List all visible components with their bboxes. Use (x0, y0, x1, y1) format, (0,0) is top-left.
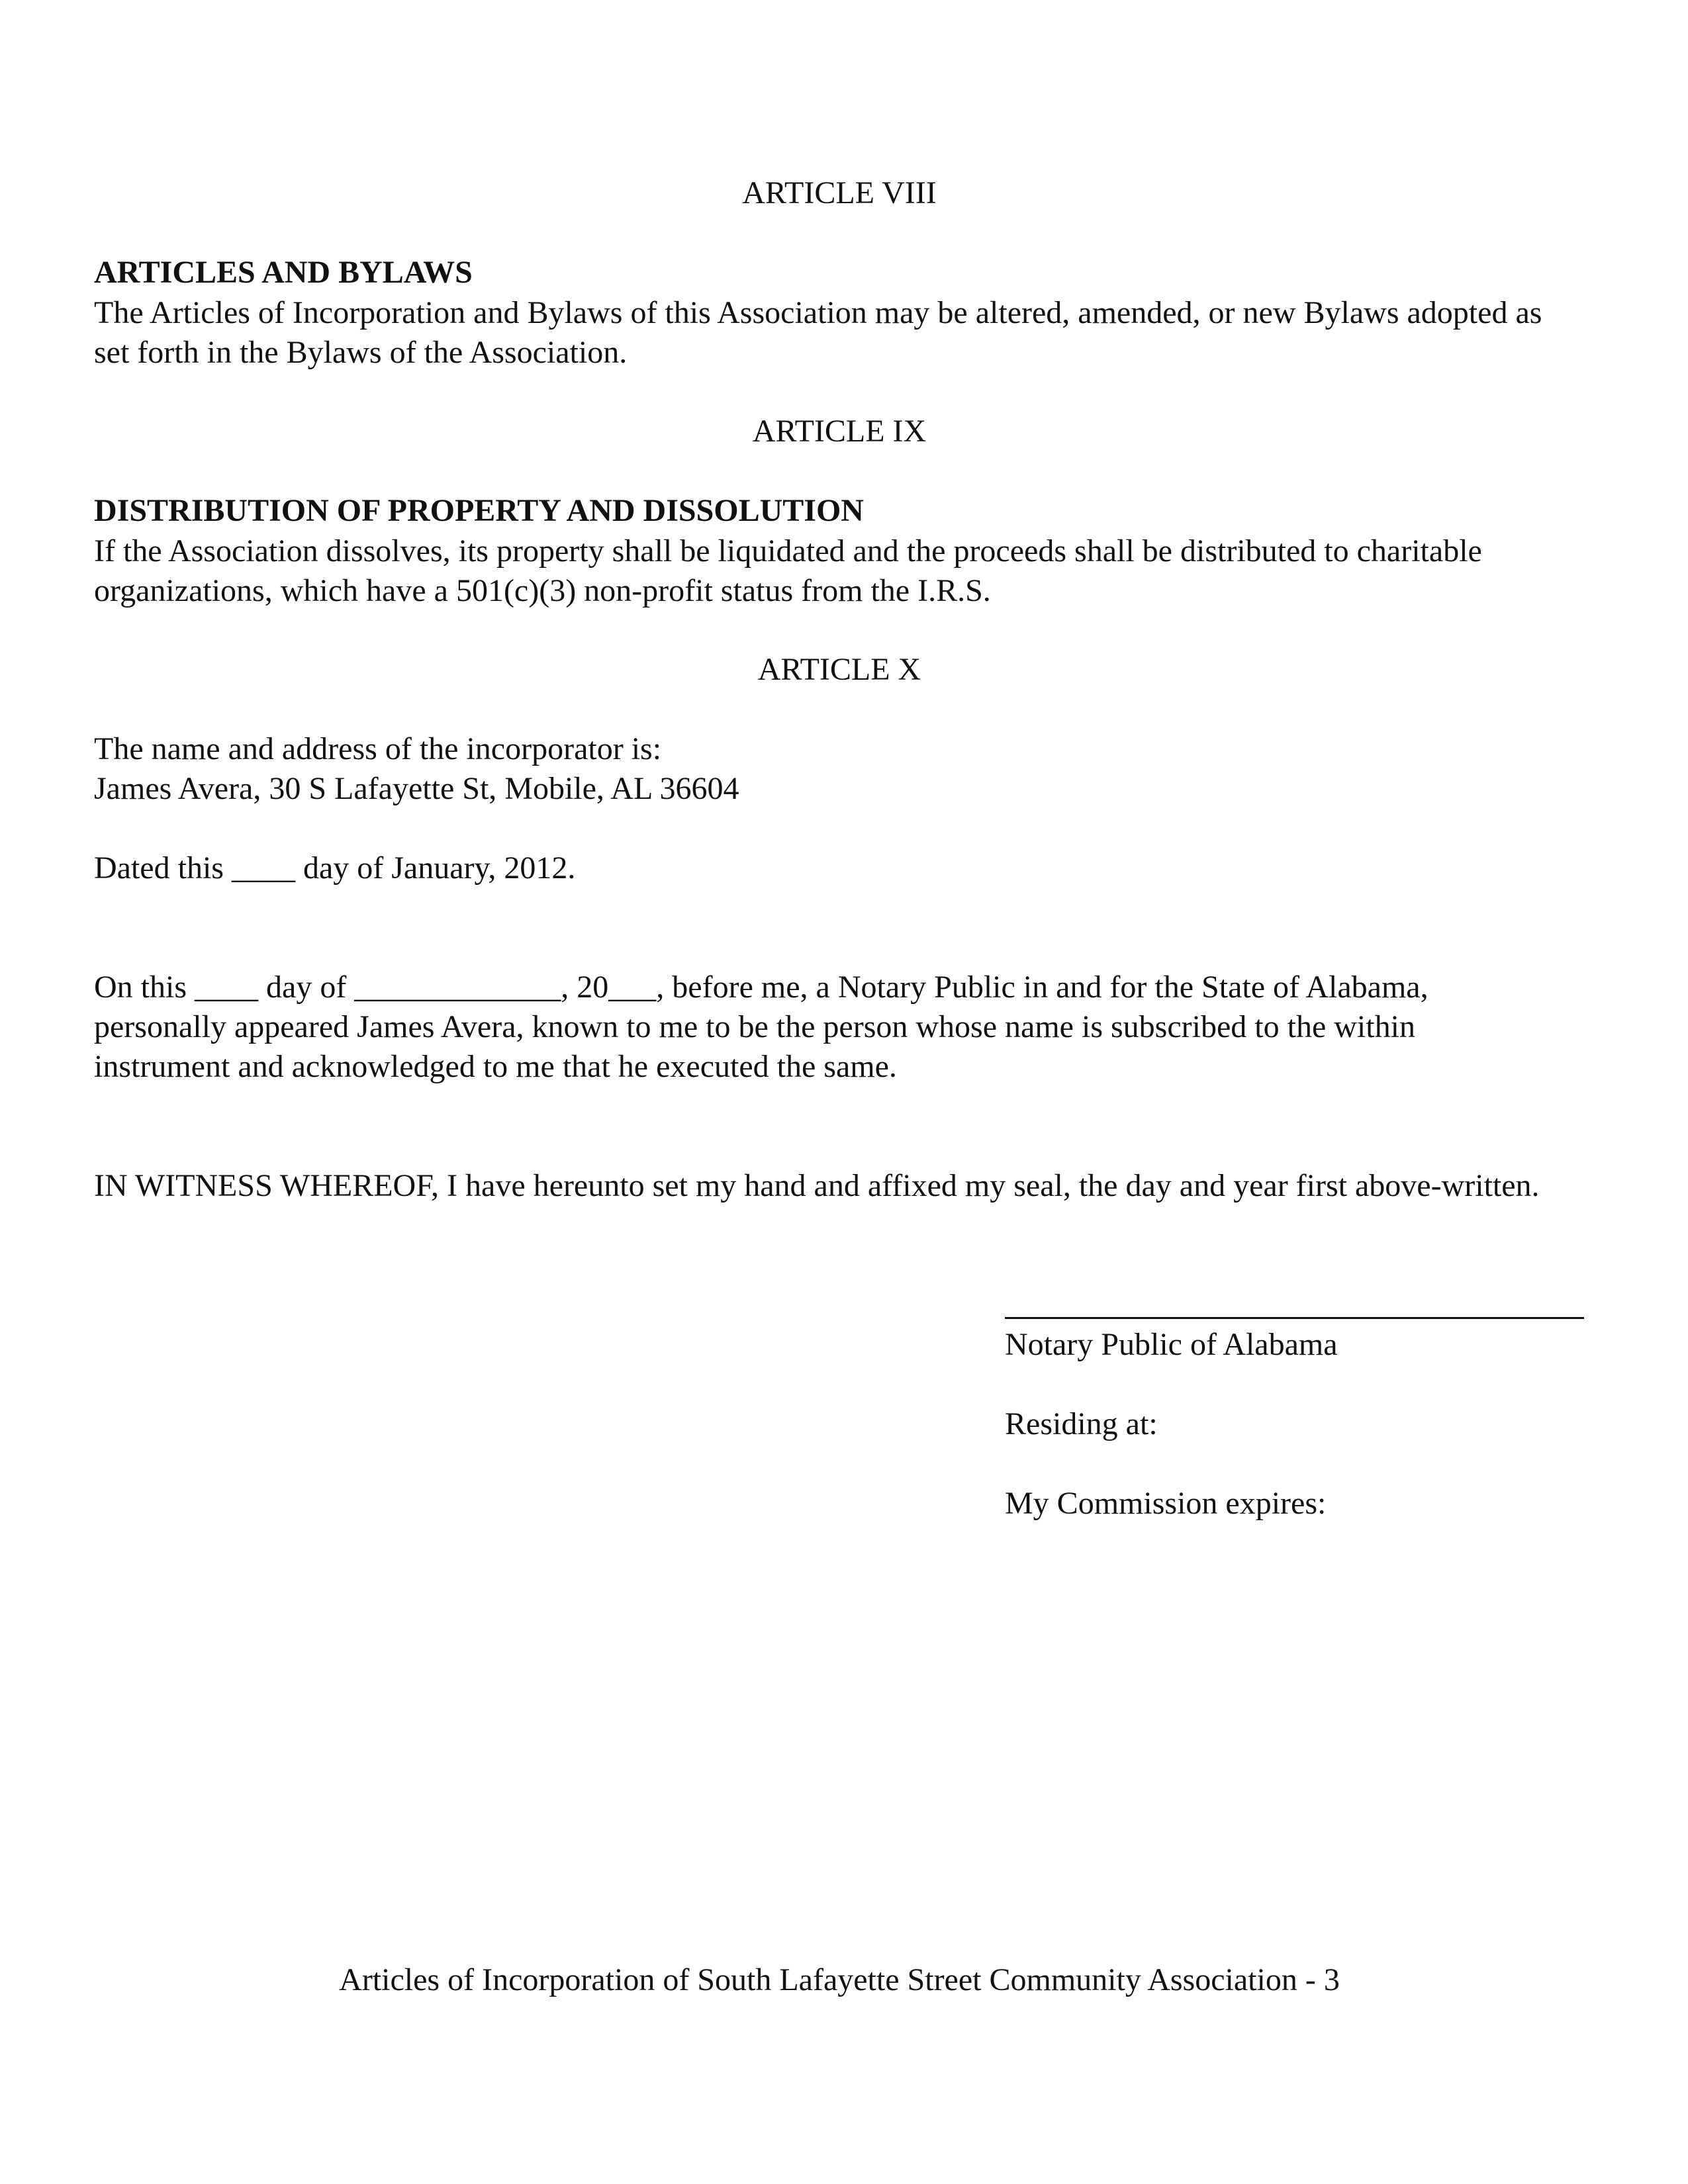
dated-line: Dated this ____ day of January, 2012. (94, 850, 576, 886)
article-viii-line-2: set forth in the Bylaws of the Association. (94, 335, 628, 370)
signature-line (1005, 1317, 1584, 1319)
incorporator-label: The name and address of the incorporator is: (94, 731, 662, 766)
article-viii-line-1: The Articles of Incorporation and Bylaws of this Association may be altered, amended, or new Bylaws adopted as (94, 295, 1542, 330)
article-ix-line-1: If the Association dissolves, its property shall be liquidated and the proceeds shall be distributed to charitable (94, 533, 1482, 569)
notary-line-1: On this ____ day of _____________, 20___, before me, a Notary Public in and for the State of Alabama, (94, 970, 1429, 1005)
witness-line: IN WITNESS WHEREOF, I have hereunto set my hand and affixed my seal, the day and year first above-written. (94, 1168, 1540, 1203)
notary-line-3: instrument and acknowledged to me that he executed the same. (94, 1049, 897, 1084)
residing-at-label: Residing at: (1005, 1406, 1158, 1441)
article-viii-body (94, 293, 1610, 373)
article-x-heading: ARTICLE X (757, 652, 921, 687)
incorporator-value: James Avera, 30 S Lafayette St, Mobile, AL 36604 (94, 771, 739, 806)
commission-expires-label: My Commission expires: (1005, 1486, 1327, 1521)
notary-paragraph (94, 968, 1610, 1087)
incorporator-block (94, 729, 1610, 809)
article-viii-heading: ARTICLE VIII (742, 175, 937, 210)
notary-title: Notary Public of Alabama (1005, 1327, 1338, 1362)
article-ix-title: DISTRIBUTION OF PROPERTY AND DISSOLUTION (94, 493, 864, 528)
article-ix-body (94, 531, 1610, 611)
article-ix-heading: ARTICLE IX (752, 414, 927, 449)
article-ix-line-2: organizations, which have a 501(c)(3) non-profit status from the I.R.S. (94, 573, 991, 608)
notary-line-2: personally appeared James Avera, known to me to be the person whose name is subscribed to the within (94, 1009, 1415, 1044)
page-footer: Articles of Incorporation of South Lafayette Street Community Association - 3 (339, 1962, 1340, 1997)
article-viii-title: ARTICLES AND BYLAWS (94, 255, 473, 290)
